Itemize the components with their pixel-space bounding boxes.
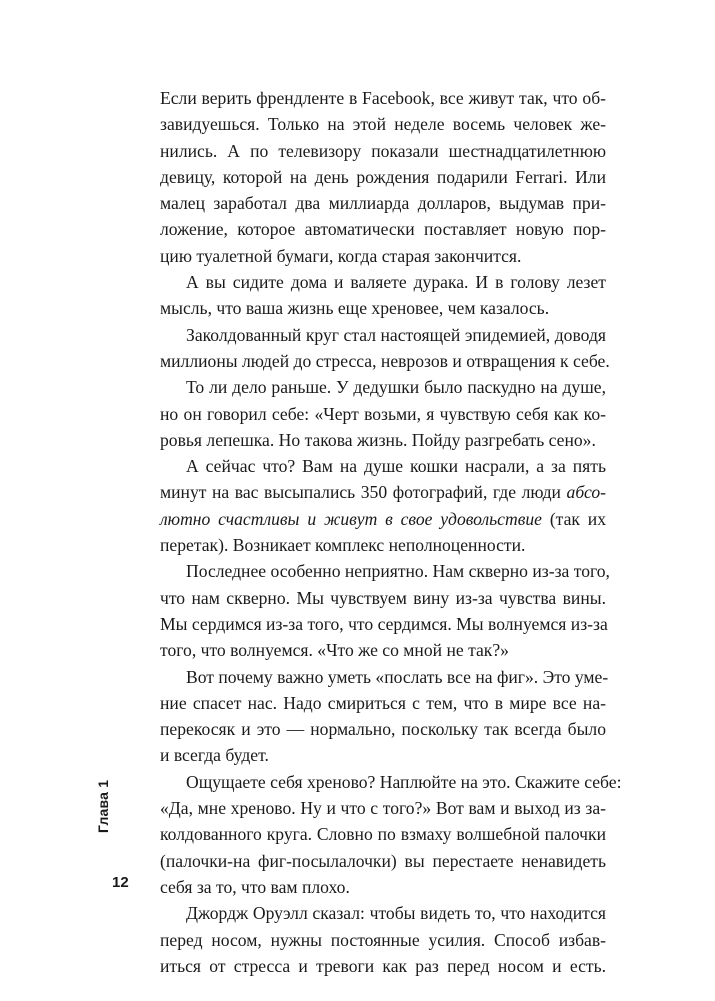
text-line: ние спасет нас. Надо смириться с тем, что в мире все на- [160,692,606,713]
text-line: ложение, которое автоматически поставляет новую пор- [160,219,606,240]
text-line: А сейчас что? Вам на душе кошки насрали, а за пять [186,456,606,477]
text-line: Джордж Оруэлл сказал: чтобы видеть то, что находится [186,903,606,924]
text-line: малец заработал два миллиарда долларов, выдумав при- [160,193,606,214]
text-line: Вот почему важно уметь «послать все на фиг». Это уме- [186,666,609,687]
text-line: девицу, которой на день рождения подарили Ferrari. Или [160,166,606,187]
paragraph-1 [160,85,606,269]
paragraph-2 [160,269,606,322]
text-line: Мы сердимся из-за того, что сердимся. Мы волнуемся из-за [160,613,608,634]
text-line: Заколдованный круг стал настоящей эпидемией, доводя [186,324,606,345]
italic-segment: лютно счастливы и живут в свое удовольствие [160,508,542,529]
text-line: ровья лепешка. Но такова жизнь. Пойду разгребать сено». [160,429,596,450]
text-line: перекосяк и это — нормально, поскольку так всегда было [160,719,606,740]
text-line: и всегда будет. [160,745,269,766]
text-line: А вы сидите дома и валяете дурака. И в голову лезет [186,272,606,293]
paragraph-6 [160,558,610,663]
text-line: иться от стресса и тревоги как раз перед носом и есть. [160,955,606,976]
body-text [160,85,622,979]
paragraph-7 [160,664,609,769]
text-line: Если верить френдленте в Facebook, все живут так, что об- [160,88,606,108]
text-line: нились. А по телевизору показали шестнадцатилетнюю [160,140,606,161]
chapter-running-head: Глава 1 [95,779,111,833]
paragraph-3 [160,322,610,375]
text-segment: (так их [549,508,606,529]
text-line: Ощущаете себя хреново? Наплюйте на это. Скажите себе: [186,771,622,792]
text-line: цию туалетной бумаги, когда старая закончится. [160,245,522,266]
text-line: себя за то, что вам плохо. [160,876,350,897]
text-line: мысль, что ваша жизнь еще хреновее, чем казалось. [160,298,550,319]
text-line: того, что волнуемся. «Что же со мной не так?» [160,640,509,661]
text-line: перед носом, нужны постоянные усилия. Способ избав- [160,929,606,950]
paragraph-5 [160,453,606,558]
text-line: но он говорил себе: «Черт возьми, я чувствую себя как ко- [160,403,606,424]
text-line: колдованного круга. Словно по взмаху волшебной палочки [160,824,606,845]
text-line: (палочки-на фиг-посылалочки) вы перестаете ненавидеть [160,850,606,871]
text-line: Последнее особенно неприятно. Нам скверно из-за того, [186,561,610,582]
text-line [160,506,606,532]
text-line: То ли дело раньше. У дедушки было паскудно на душе, [186,377,606,398]
paragraph-4 [160,374,606,453]
text-segment: минут на вас высыпались 350 фотографий, где люди [160,482,561,503]
page-number: 12 [112,874,129,891]
text-line [160,479,606,505]
paragraph-8 [160,769,622,900]
text-line: «Да, мне хреново. Ну и что с того?» Вот вам и выход из за- [160,798,606,819]
paragraph-9 [160,900,606,979]
text-line: перетак). Возникает комплекс неполноценности. [160,535,526,556]
text-line: завидуешься. Только на этой неделе восемь человек же- [160,114,606,135]
text-line: миллионы людей до стресса, неврозов и отвращения к себе. [160,350,610,371]
text-line: что нам скверно. Мы чувствуем вину из-за чувства вины. [160,587,606,608]
italic-segment: абсо- [566,482,606,503]
